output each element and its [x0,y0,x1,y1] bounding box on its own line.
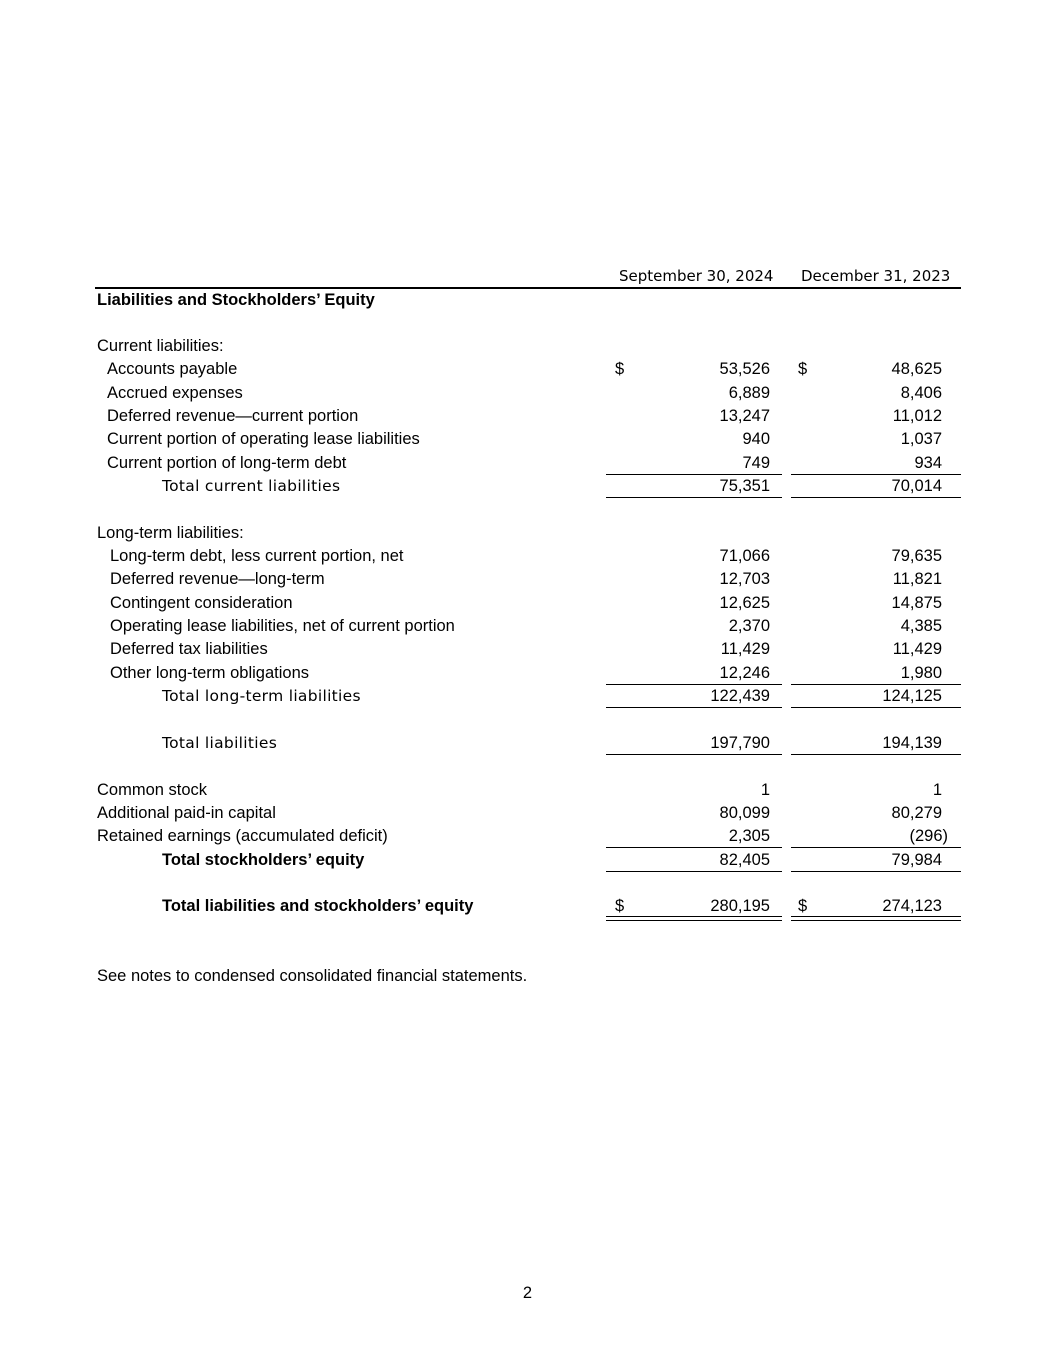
row-label: Deferred revenue—long-term [110,570,325,588]
table-row [0,570,1055,593]
value-dec-2023: 11,821 [892,570,942,588]
value-dec-2023: 274,123 [882,897,942,915]
value-sep-2024: 71,066 [719,547,770,565]
value-dec-2023: 8,406 [900,384,942,402]
double-underline [606,916,782,921]
value-dec-2023: 70,014 [891,477,942,495]
value-dec-2023: (296) [909,827,948,845]
value-dec-2023: 48,625 [891,360,942,378]
subtotal-rule [606,847,782,848]
value-dec-2023: 79,984 [891,851,942,869]
value-dec-2023: 934 [914,454,942,472]
row-label: Common stock [97,781,208,799]
value-sep-2024: 13,247 [719,407,770,425]
row-label: Long-term debt, less current portion, net [110,547,404,565]
total-rule [791,497,961,498]
table-row [0,640,1055,663]
table-row [0,804,1055,827]
section-title-row [0,291,1055,314]
value-sep-2024: 6,889 [728,384,770,402]
long-term-liabilities-heading-row [0,524,1055,547]
table-row [0,407,1055,430]
table-row [0,547,1055,570]
total-rule [606,754,782,755]
value-dec-2023: 124,125 [882,687,942,705]
value-dec-2023: 1,037 [900,430,942,448]
table-row [0,360,1055,383]
total-rule [606,871,782,872]
value-sep-2024: 12,246 [719,664,770,682]
value-dec-2023: 11,012 [892,407,942,425]
value-sep-2024: 80,099 [719,804,770,822]
currency-symbol: $ [798,360,808,378]
value-dec-2023: 4,385 [900,617,942,635]
table-row [0,430,1055,453]
value-sep-2024: 122,439 [710,687,770,705]
value-sep-2024: 2,370 [728,617,770,635]
header-rule [95,287,961,289]
row-label: Additional paid-in capital [97,804,276,822]
total-rule [606,707,782,708]
value-sep-2024: 12,625 [719,594,770,612]
total-rule [606,497,782,498]
value-sep-2024: 1 [760,781,770,799]
total-rule [791,754,961,755]
table-row [0,594,1055,617]
currency-symbol: $ [615,360,625,378]
currency-symbol: $ [615,897,625,915]
grand-total-label: Total liabilities and stockholders’ equity [162,897,474,915]
value-dec-2023: 79,635 [891,547,942,565]
footnote: See notes to condensed consolidated financial statements. [97,967,528,985]
current-liabilities-heading-row [0,337,1055,360]
value-sep-2024: 53,526 [719,360,770,378]
total-stockholders-equity-label: Total stockholders’ equity [162,851,365,869]
double-underline [791,916,961,921]
subtotal-rule [791,684,961,685]
page-number: 2 [522,1284,533,1302]
table-row [0,617,1055,640]
row-label: Retained earnings (accumulated deficit) [97,827,388,845]
row-label: Current portion of long-term debt [107,454,347,472]
value-sep-2024: 940 [742,430,770,448]
value-sep-2024: 197,790 [710,734,770,752]
row-label: Deferred revenue—current portion [107,407,359,425]
column-header-sep-2024: September 30, 2024 [619,267,774,285]
subtotal-rule [791,847,961,848]
value-sep-2024: 11,429 [720,640,770,658]
value-dec-2023: 80,279 [891,804,942,822]
value-sep-2024: 75,351 [719,477,770,495]
total-current-liabilities-label: Total current liabilities [162,477,341,495]
value-sep-2024: 749 [742,454,770,472]
value-dec-2023: 14,875 [891,594,942,612]
row-label: Other long-term obligations [110,664,310,682]
value-dec-2023: 1,980 [900,664,942,682]
current-liabilities-heading: Current liabilities: [97,337,224,355]
row-label: Current portion of operating lease liabilities [107,430,420,448]
table-row [0,384,1055,407]
value-dec-2023: 1 [932,781,942,799]
row-label: Deferred tax liabilities [110,640,268,658]
currency-symbol: $ [798,897,808,915]
row-label: Contingent consideration [110,594,293,612]
row-label: Operating lease liabilities, net of current portion [110,617,455,635]
total-long-term-liabilities-label: Total long-term liabilities [162,687,361,705]
row-label: Accrued expenses [107,384,243,402]
table-row [0,781,1055,804]
subtotal-rule [606,684,782,685]
value-sep-2024: 2,305 [728,827,770,845]
column-header-dec-2023: December 31, 2023 [801,267,951,285]
value-dec-2023: 11,429 [892,640,942,658]
value-dec-2023: 194,139 [882,734,942,752]
section-title: Liabilities and Stockholders’ Equity [97,291,375,309]
value-sep-2024: 280,195 [710,897,770,915]
value-sep-2024: 12,703 [719,570,770,588]
total-rule [791,871,961,872]
value-sep-2024: 82,405 [719,851,770,869]
subtotal-rule [791,474,961,475]
total-rule [791,707,961,708]
row-label: Accounts payable [107,360,238,378]
total-liabilities-label: Total liabilities [162,734,278,752]
long-term-liabilities-heading: Long-term liabilities: [97,524,244,542]
subtotal-rule [606,474,782,475]
